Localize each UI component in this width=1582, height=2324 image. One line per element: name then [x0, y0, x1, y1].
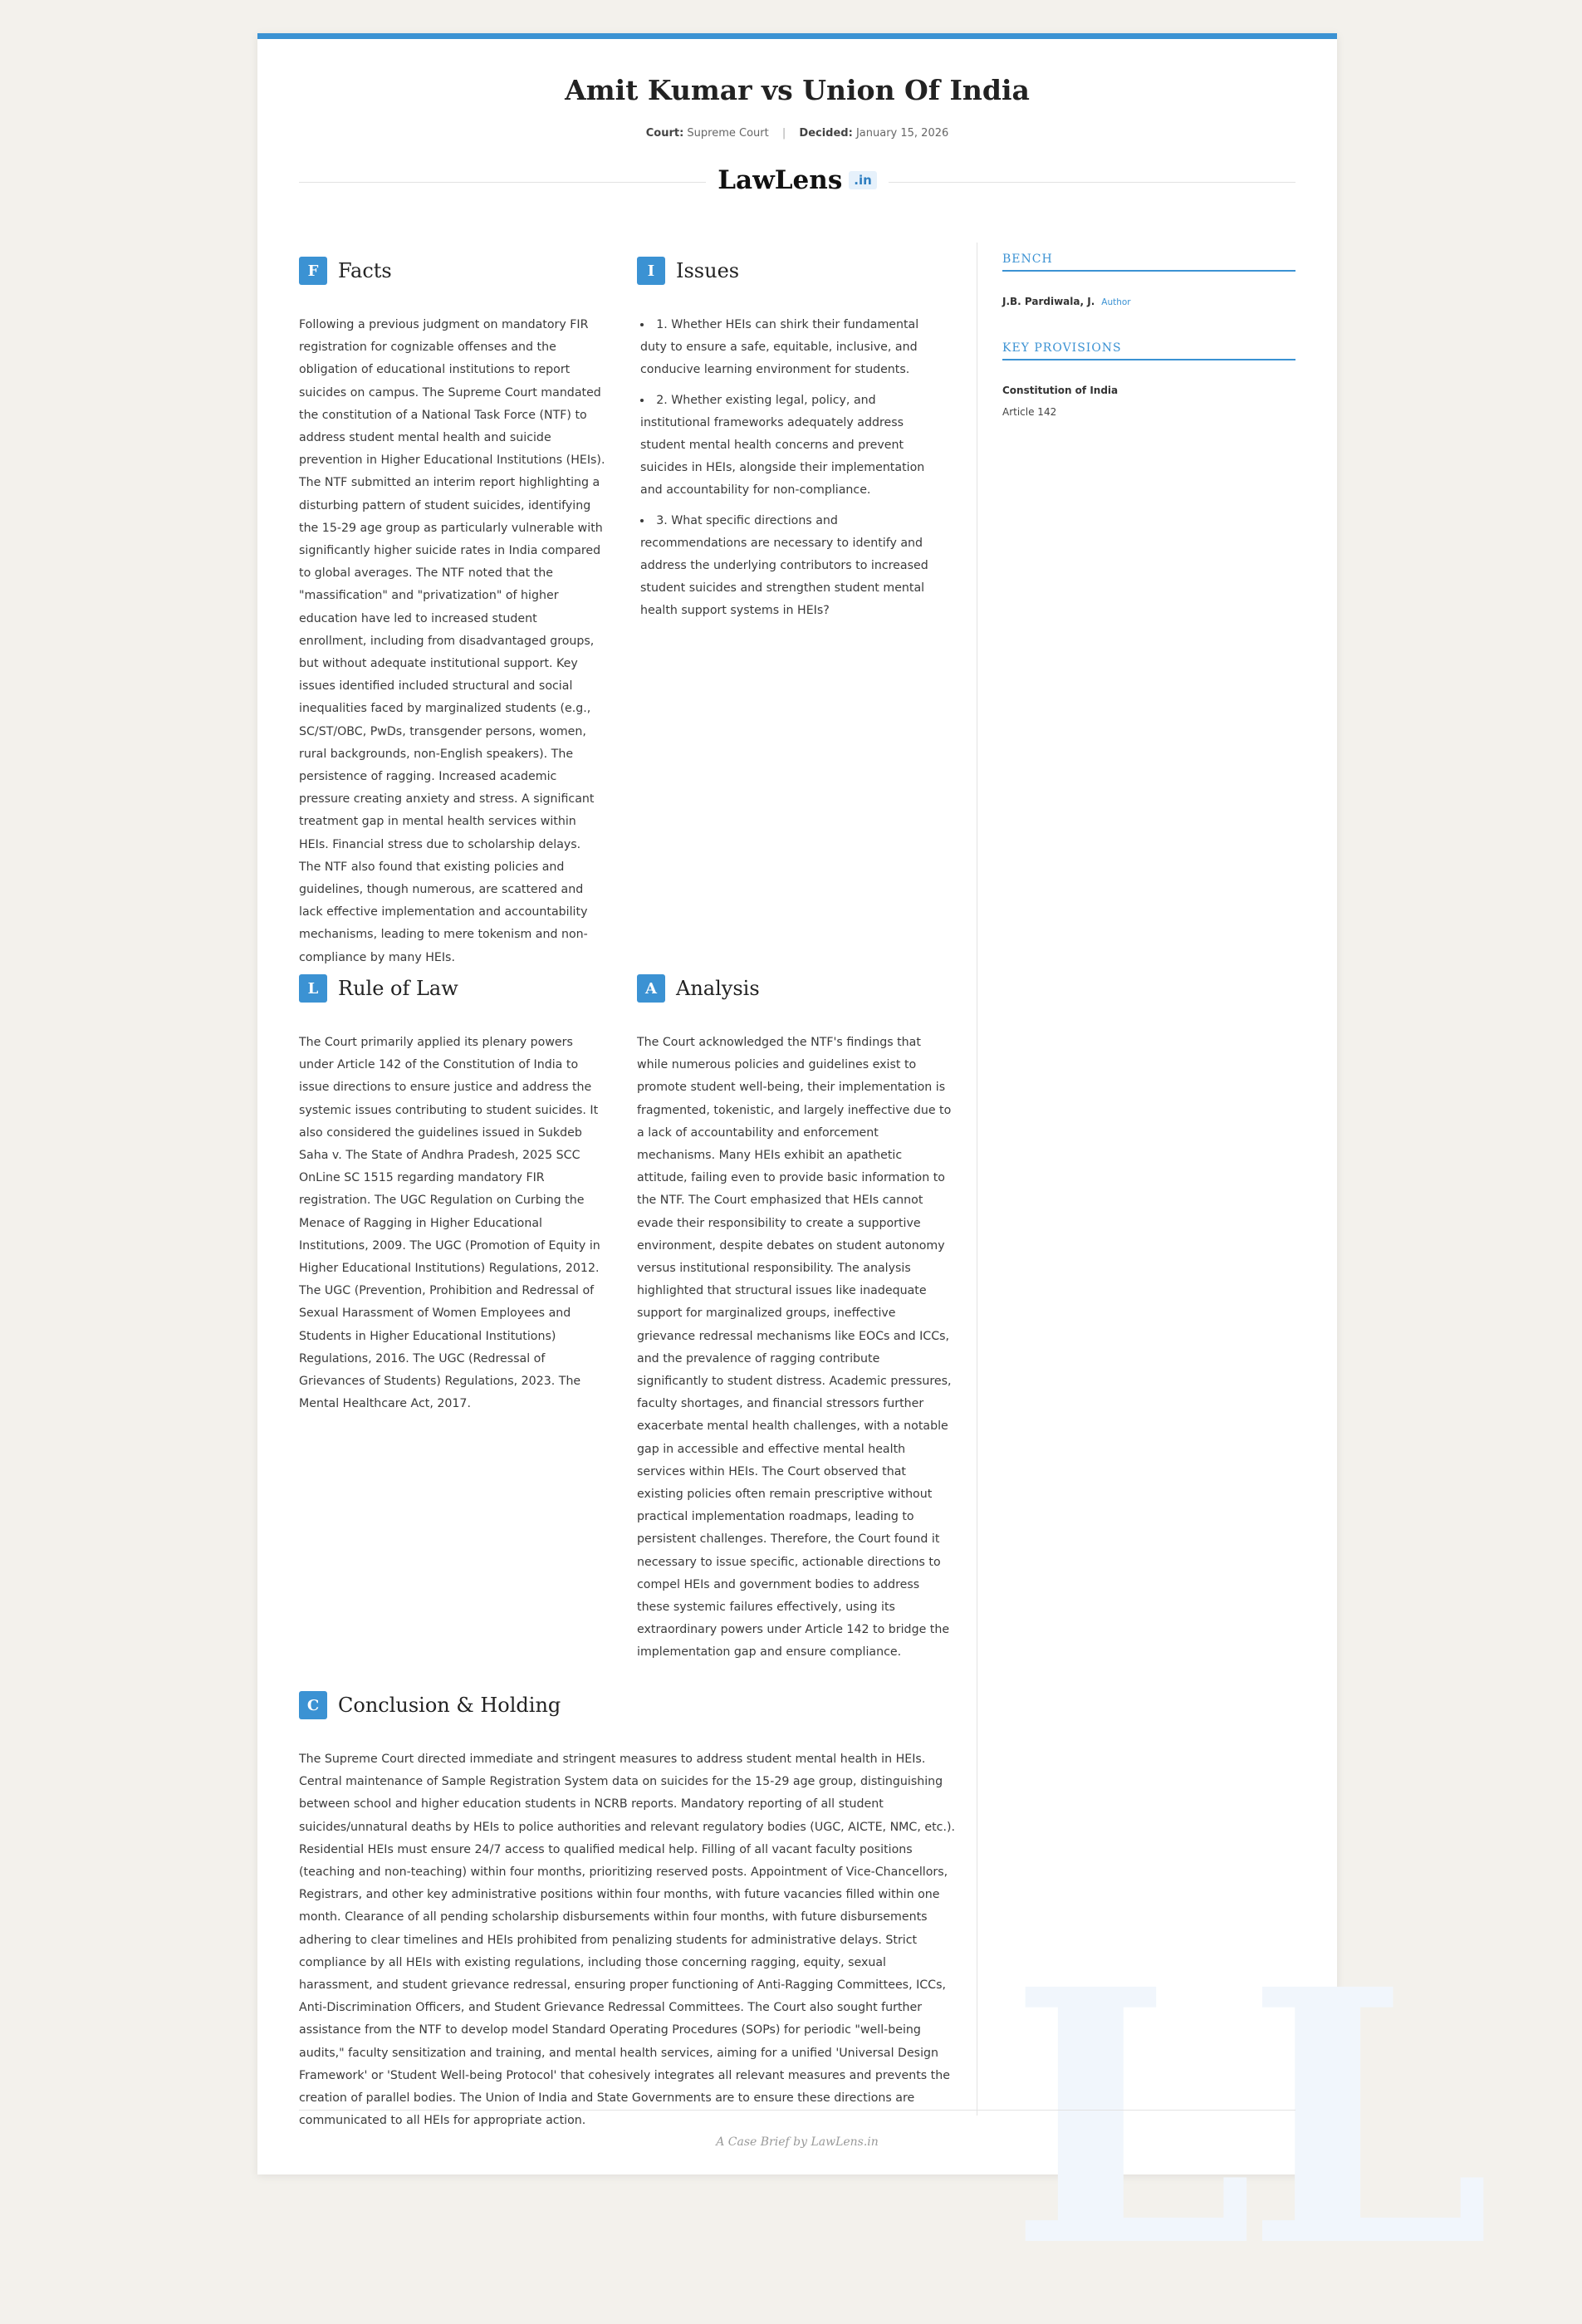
bench-judge	[1002, 296, 1131, 307]
judge-role-badge: Author	[1101, 297, 1131, 307]
issues-section	[637, 256, 944, 630]
provision-article: Article 142	[1002, 406, 1057, 418]
issue-item: • 2. Whether existing legal, policy, and institutional frameworks adequately address student mental health concerns and prevent suicides in HEIs, alongside their implementation and accountability for non-compliance.	[640, 390, 944, 503]
analysis-badge: A	[637, 974, 665, 1003]
facts-heading: Facts	[338, 259, 392, 282]
analysis-section	[637, 973, 953, 1665]
analysis-heading: Analysis	[676, 977, 760, 1000]
rule-text: The Court primarily applied its plenary powers under Article 142 of the Constitution of India to issue directions to ensure justice and address the systemic issues contributing to student suicides. It also considered the guidelines issued in Sukdeb Saha v. The State of Andhra Pradesh, 2025 SCC OnLine SC 1515 regarding mandatory FIR registration. The UGC Regulation on Curbing the Menace of Ragging in Higher Educational Institutions, 2009. The UGC (Promotion of Equity in Higher Educational Institutions) Regulations, 2012. The UGC (Prevention, Prohibition and Redressal of Sexual Harassment of Women Employees and Students in Higher Educational Institutions) Regulations, 2016. The UGC (Redressal of Grievances of Students) Regulations, 2023. The Mental Healthcare Act, 2017.	[299, 1036, 600, 1411]
provision-act-name: Constitution of India	[1002, 385, 1119, 396]
rule-badge: L	[299, 974, 327, 1003]
facts-text: Following a previous judgment on mandatory FIR registration for cognizable offenses and the obligation of educational institutions to report suicides on campus. The Supreme Court mandated the constitution of a National Task Force (NTF) to address student mental health and suicide prevention in Higher Educational Institutions (HEIs). The NTF submitted an interim report highlighting a disturbing pattern of student suicides, identifying the 15-29 age group as particularly vulnerable with significantly higher suicide rates in India compared to global averages. The NTF noted that the "massification" and "privatization" of higher education have led to increased student enrollment, including from disadvantaged groups, but without adequate institutional support. Key issues identified included structural and social inequalities faced by marginalized students (e.g., SC/ST/OBC, PwDs, transgender persons, women, rural backgrounds, non-English speakers). The persistence of ragging. Increased academic pressure creating anxiety and stress. A significant treatment gap in mental health services within HEIs. Financial stress due to scholarship delays. The NTF also found that existing policies and guidelines, though numerous, are scattered and lack effective implementation and accountability mechanisms, leading to mere tokenism and non-compliance by many HEIs.	[299, 318, 605, 964]
meta-separator: |	[781, 127, 786, 140]
footer-credit: A Case Brief by LawLens.in	[716, 2135, 879, 2149]
issue-item: • 1. Whether HEIs can shirk their fundamental duty to ensure a safe, equitable, inclusive, and conducive learning environment for students.	[640, 314, 944, 382]
judge-name: J.B. Pardiwala, J.	[1002, 296, 1095, 307]
conclusion-heading: Conclusion & Holding	[338, 1694, 561, 1717]
issues-heading: Issues	[676, 259, 740, 282]
brand-tld-badge: .in	[849, 171, 877, 189]
rule-of-law-section	[299, 973, 606, 1415]
conclusion-badge: C	[299, 1691, 327, 1719]
provision-act	[1002, 385, 1118, 396]
facts-badge: F	[299, 257, 327, 285]
key-provisions-heading: KEY PROVISIONS	[1002, 341, 1295, 360]
decided-label: Decided:	[799, 127, 853, 140]
issues-badge: I	[637, 257, 665, 285]
issues-list	[637, 314, 944, 623]
issue-item: • 3. What specific directions and recommendations are necessary to identify and address the underlying contributors to increased student suicides and strengthen student mental health support systems in HEIs?	[640, 510, 944, 623]
conclusion-section	[299, 1690, 955, 2132]
brand-logo	[257, 165, 1337, 195]
case-brief-page	[257, 33, 1483, 2324]
rule-heading: Rule of Law	[338, 977, 458, 1000]
facts-section	[299, 256, 606, 969]
decided-value: January 15, 2026	[855, 127, 949, 140]
conclusion-text: The Supreme Court directed immediate and stringent measures to address student mental health in HEIs. Central maintenance of Sample Registration System data on suicides for the 15-29 age group, distinguishing between school and higher education students in NCRB reports. Mandatory reporting of all student suicides/unnatural deaths by HEIs to police authorities and relevant regulatory bodies (UGC, AICTE, NMC, etc.). Residential HEIs must ensure 24/7 access to qualified medical help. Filling of all vacant faculty positions (teaching and non-teaching) within four months, prioritizing reserved posts. Appointment of Vice-Chancellors, Registrars, and other key administrative positions within four months, with future vacancies filled within one month. Clearance of all pending scholarship disbursements within four months, with future disbursements adhering to clear timelines and HEIs prohibited from penalizing students for administrative delays. Strict compliance by all HEIs with existing regulations, including those concerning ragging, equity, sexual harassment, and student grievance redressal, ensuring proper functioning of Anti-Ragging Committees, ICCs, Anti-Discrimination Officers, and Student Grievance Redressal Committees. The Court also sought further assistance from the NTF to develop model Standard Operating Procedures (SOPs) for periodic "well-being audits," faculty sensitization and training, and mental health services, aiming for a unified 'Universal Design Framework' or 'Student Well-being Protocol' that cohesively integrates all relevant measures and prevents the creation of parallel bodies. The Union of India and State Governments are to ensure these directions are communicated to all HEIs for appropriate action.	[299, 1753, 955, 2128]
brand-name: LawLens	[718, 165, 843, 195]
bench-heading: BENCH	[1002, 253, 1295, 272]
footer-divider	[299, 2110, 1295, 2111]
case-meta	[257, 127, 1337, 140]
court-value: Supreme Court	[687, 127, 769, 140]
watermark-logo: LL	[1009, 1915, 1483, 2324]
court-label: Court:	[645, 127, 684, 140]
page-title: Amit Kumar vs Union Of India	[565, 74, 1030, 106]
analysis-text: The Court acknowledged the NTF's findings that while numerous policies and guidelines exist to promote student well-being, their implementation is fragmented, tokenistic, and largely ineffective due to a lack of accountability and enforcement mechanisms. Many HEIs exhibit an apathetic attitude, failing even to provide basic information to the NTF. The Court emphasized that HEIs cannot evade their responsibility to create a supportive environment, despite debates on student autonomy versus institutional responsibility. The analysis highlighted that structural issues like inadequate support for marginalized groups, ineffective grievance redressal mechanisms like EOCs and ICCs, and the prevalence of ragging contribute significantly to student distress. Academic pressures, faculty shortages, and financial stressors further exacerbate mental health challenges, with a notable gap in accessible and effective mental health services within HEIs. The Court observed that existing policies often remain prescriptive without practical implementation roadmaps, leading to persistent challenges. Therefore, the Court found it necessary to issue specific, actionable directions to compel HEIs and government bodies to address these systemic failures effectively, using its extraordinary powers under Article 142 to bridge the implementation gap and ensure compliance.	[637, 1036, 952, 1660]
